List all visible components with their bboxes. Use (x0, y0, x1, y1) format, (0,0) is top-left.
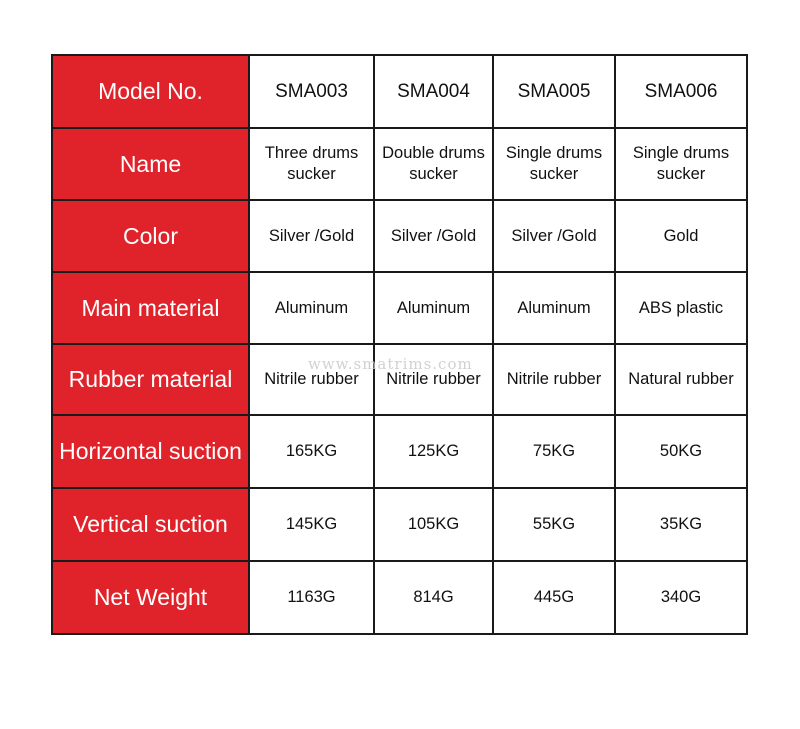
table-row-net-weight (52, 561, 747, 634)
spec-table (51, 54, 748, 635)
watermark-text: www.smatrims.com (308, 355, 473, 373)
cell-net-weight-sma003: 1163G (249, 561, 374, 634)
cell-main-material-sma004: Aluminum (374, 272, 493, 344)
cell-color-sma004: Silver /Gold (374, 200, 493, 272)
cell-rubber-material-sma006: Natural rubber (615, 344, 747, 415)
cell-model-sma006: SMA006 (615, 55, 747, 128)
cell-horizontal-suction-sma005: 75KG (493, 415, 615, 488)
cell-main-material-sma003: Aluminum (249, 272, 374, 344)
table-row-main-material (52, 272, 747, 344)
cell-model-sma004: SMA004 (374, 55, 493, 128)
cell-net-weight-sma006: 340G (615, 561, 747, 634)
cell-horizontal-suction-sma004: 125KG (374, 415, 493, 488)
cell-name-sma003: Three drums sucker (249, 128, 374, 200)
row-header-vertical-suction: Vertical suction (52, 488, 249, 561)
cell-vertical-suction-sma006: 35KG (615, 488, 747, 561)
cell-rubber-material-sma005: Nitrile rubber (493, 344, 615, 415)
row-header-name: Name (52, 128, 249, 200)
table-row-name (52, 128, 747, 200)
table-row-rubber-material (52, 344, 747, 415)
cell-horizontal-suction-sma003: 165KG (249, 415, 374, 488)
row-header-color: Color (52, 200, 249, 272)
table-row-model-no (52, 55, 747, 128)
cell-net-weight-sma005: 445G (493, 561, 615, 634)
row-header-rubber-material: Rubber material (52, 344, 249, 415)
cell-vertical-suction-sma005: 55KG (493, 488, 615, 561)
cell-color-sma005: Silver /Gold (493, 200, 615, 272)
row-header-net-weight: Net Weight (52, 561, 249, 634)
table-row-horizontal-suction (52, 415, 747, 488)
cell-name-sma006: Single drums sucker (615, 128, 747, 200)
cell-net-weight-sma004: 814G (374, 561, 493, 634)
cell-rubber-material-sma003: Nitrile rubber (249, 344, 374, 415)
cell-horizontal-suction-sma006: 50KG (615, 415, 747, 488)
table-row-vertical-suction (52, 488, 747, 561)
row-header-horizontal-suction: Horizontal suction (52, 415, 249, 488)
cell-model-sma005: SMA005 (493, 55, 615, 128)
cell-color-sma003: Silver /Gold (249, 200, 374, 272)
cell-vertical-suction-sma003: 145KG (249, 488, 374, 561)
cell-rubber-material-sma004: Nitrile rubber (374, 344, 493, 415)
cell-name-sma005: Single drums sucker (493, 128, 615, 200)
table-row-color (52, 200, 747, 272)
cell-main-material-sma006: ABS plastic (615, 272, 747, 344)
row-header-model-no: Model No. (52, 55, 249, 128)
cell-vertical-suction-sma004: 105KG (374, 488, 493, 561)
cell-name-sma004: Double drums sucker (374, 128, 493, 200)
cell-color-sma006: Gold (615, 200, 747, 272)
row-header-main-material: Main material (52, 272, 249, 344)
cell-model-sma003: SMA003 (249, 55, 374, 128)
cell-main-material-sma005: Aluminum (493, 272, 615, 344)
